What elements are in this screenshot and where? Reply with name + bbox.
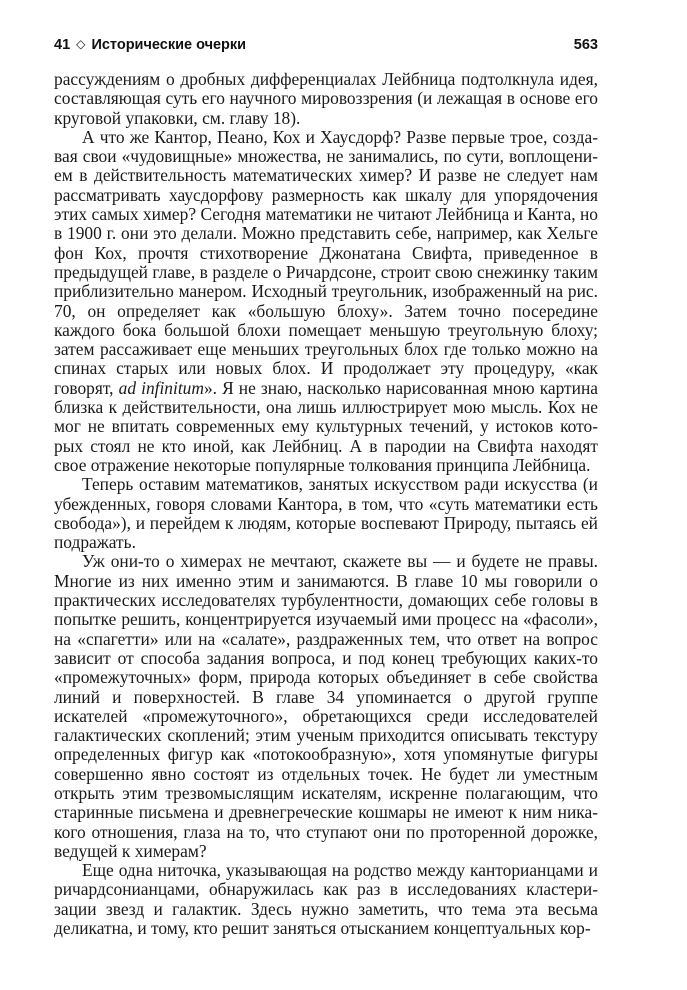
paragraph-text: А что же Кантор, Пеано, Кох и Хаусдорф? Разве первые трое, создавая свои «чудовищные» множества, не занимались, по сути, воплощением в действительность математических химер? И разве не следует нам рассматривать хаусдорфову размерность как шкалу для упорядочения этих самых химер? Сегодня математики не читают Лейбница и Канта, но в 1900 г. они это делали. Можно представить себе, например, как Хельге фон Кох, прочтя стихотворение Джонатана Свифта, приведенное в предыдущей главе, в разделе о Ричардсоне, строит свою снежинку таким приблизительно манером. Исходный треугольник, изображенный на рис. 70, он определяет как «большую блоху». Затем точно посередине каждого бока большой блохи помещает меньшую треугольную блоху; затем рассаживает еще меньших треугольных блох где только можно на спинах старых или новых блох. И продолжает эту процедуру, «как говорят, xyxy=(54,126,598,398)
page-number: 563 xyxy=(573,37,598,53)
paragraph-nature: Теперь оставим математиков, занятых искусством ради искусства (и убежденных, говоря словами Кантора, в том, что «суть математики есть свобода»), и перейдем к людям, которые воспевают Природу, пытаясь ей подражать. xyxy=(54,474,598,553)
paragraph-cantor-peano xyxy=(54,128,598,475)
chapter-title: Исторические очерки xyxy=(91,37,247,53)
paragraph-clustering: Еще одна ниточка, указывающая на родство между канторианцами и ричардсонианцами, обнаружилась как раз в исследованиях кластеризации звезд и галактик. Здесь нужно заметить, что тема эта весьма деликатна, и тому, кто решит заняться отысканием концептуальных кор- xyxy=(54,860,598,939)
paragraph-text: ». Я не знаю, насколько нарисованная мною картина близка к действительности, она лишь иллюстрирует мою мысль. Кох не мог не впитать современных ему культурных течений, у истоков которых стоял не кто иной, как Лейбниц. А в пародии на Свифта находят свое отражение некоторые популярные толкования принципа Лейбница. xyxy=(54,377,598,475)
body-text xyxy=(54,70,598,938)
running-header xyxy=(54,34,598,56)
diamond-separator-icon: ◇ xyxy=(76,37,86,51)
paragraph-continuation: рассуждениям о дробных дифференциалах Лейбница подтолкнула идея, составляющая суть его научного мировоззрения (и лежащая в основе его круговой упаковки, см. главу 18). xyxy=(54,69,598,128)
book-page xyxy=(54,34,598,938)
chapter-number: 41 xyxy=(54,37,71,53)
italic-phrase: ad infinitum xyxy=(118,377,204,398)
paragraph-chimeras: Уж они-то о химерах не мечтают, скажете вы — и будете не правы. Многие из них именно этим и занимаются. В главе 10 мы говорили о практических исследователях турбулентности, домающих себе головы в попытке решить, концентрируется изучаемый ими процесс на «фасоли», на «спагетти» или на «салате», раздраженных тем, что ответ на вопрос зависит от способа задания вопроса, и под конец требующих каких-то «промежуточных» форм, природа которых объединяет в себе свойства линий и поверхностей. В главе 34 упоминается о другой группе искателей «промежуточного», обретающихся среди исследователей галактических скоплений; этим ученым приходится описывать текстуру определенных фигур как «потокообразную», хотя упомянутые фигуры совершенно явно состоят из отдельных точек. Не будет ли уместным открыть этим трезвомыслящим искателям, искренне полагающим, что старинные письмена и древнегреческие кошмары не имеют к ним никакого отношения, глаза на то, что ступают они по проторенной дорожке, ведущей к химерам? xyxy=(54,551,598,861)
header-left xyxy=(54,34,246,56)
